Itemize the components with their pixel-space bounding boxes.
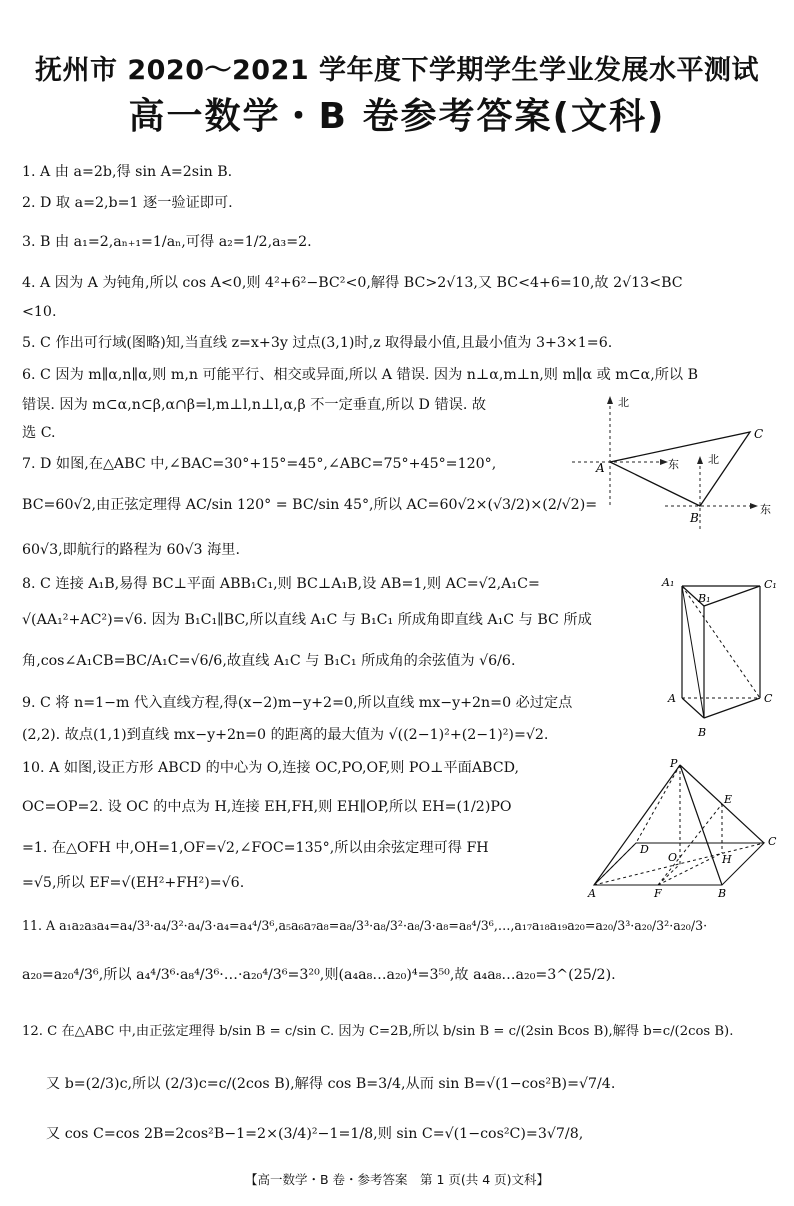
answer-line-10b: OC=OP=2. 设 OC 的中点为 H,连接 EH,FH,则 EH∥OP,所以 EH=(1/2)PO bbox=[22, 799, 512, 815]
answer-line-7: 7. D 如图,在△ABC 中,∠BAC=30°+15°=45°,∠ABC=75°+45°=120°, bbox=[22, 456, 497, 472]
q7-label-north-1: 北 bbox=[618, 396, 629, 409]
q10-pyramid-figure bbox=[586, 755, 786, 905]
answer-line-6b: 错误. 因为 m⊂α,n⊂β,α∩β=l,m⊥l,n⊥l,α,β 不一定垂直,所以 D 错误. 故 bbox=[22, 397, 487, 413]
q8-prism-figure bbox=[660, 572, 780, 747]
answer-line-8: 8. C 连接 A₁B,易得 BC⊥平面 ABB₁C₁,则 BC⊥A₁B,设 AB=1,则 AC=√2,A₁C= bbox=[22, 576, 540, 592]
q8-label-a: A bbox=[668, 692, 676, 705]
q8-label-c1: C₁ bbox=[764, 578, 777, 591]
answer-line-10d: =√5,所以 EF=√(EH²+FH²)=√6. bbox=[22, 875, 245, 891]
answer-line-12b: 又 b=(2/3)c,所以 (2/3)c=c/(2cos B),解得 cos B=3/4,从而 sin B=√(1−cos²B)=√7/4. bbox=[46, 1076, 616, 1092]
answer-line-7c: 60√3,即航行的路程为 60√3 海里. bbox=[22, 542, 240, 558]
q10-label-f: F bbox=[654, 887, 662, 900]
q10-label-b: B bbox=[718, 887, 727, 900]
q10-label-e: E bbox=[724, 793, 733, 806]
q10-label-d: D bbox=[640, 843, 649, 856]
q7-navigation-figure bbox=[570, 390, 780, 530]
answer-line-11: 11. A a₁a₂a₃a₄=a₄/3³·a₄/3²·a₄/3·a₄=a₄⁴/3⁶,a₅a₆a₇a₈=a₈/3³·a₈/3²·a₈/3·a₈=a₈⁴/3⁶,…,a₁₇a₁₈a₁₉a₂₀=a₂₀/3³·a₂₀/3²·a₂₀/3· bbox=[22, 918, 708, 933]
q7-label-c: C bbox=[754, 427, 764, 441]
answer-line-4b: <10. bbox=[22, 304, 57, 320]
answer-line-2: 2. D 取 a=2,b=1 逐一验证即可. bbox=[22, 195, 233, 211]
q7-label-east-2: 东 bbox=[760, 503, 771, 516]
answer-line-6: 6. C 因为 m∥α,n∥α,则 m,n 可能平行、相交或异面,所以 A 错误. 因为 n⊥α,m⊥n,则 m∥α 或 m⊂α,所以 B bbox=[22, 367, 699, 383]
q7-label-b: B bbox=[690, 511, 699, 525]
answer-line-12: 12. C 在△ABC 中,由正弦定理得 b/sin B = c/sin C. 因为 C=2B,所以 b/sin B = c/(2sin Bcos B),解得 b=c/(2cos B). bbox=[22, 1024, 734, 1039]
q7-label-north-2: 北 bbox=[708, 453, 719, 466]
answer-line-10: 10. A 如图,设正方形 ABCD 的中心为 O,连接 OC,PO,OF,则 PO⊥平面ABCD, bbox=[22, 760, 519, 776]
q10-label-a: A bbox=[588, 887, 596, 900]
answer-line-5: 5. C 作出可行域(图略)知,当直线 z=x+3y 过点(3,1)时,z 取得最小值,且最小值为 3+3×1=6. bbox=[22, 335, 613, 351]
q10-label-p: P bbox=[670, 757, 678, 770]
answer-line-11b: a₂₀=a₂₀⁴/3⁶,所以 a₄⁴/3⁶·a₈⁴/3⁶·…·a₂₀⁴/3⁶=3²⁰,则(a₄a₈…a₂₀)⁴=3⁵⁰,故 a₄a₈…a₂₀=3^(25/2). bbox=[22, 967, 616, 983]
answer-line-4: 4. A 因为 A 为钝角,所以 cos A<0,则 4²+6²−BC²<0,解得 BC>2√13,又 BC<4+6=10,故 2√13<BC bbox=[22, 275, 683, 291]
q10-label-o: O bbox=[668, 851, 678, 864]
answer-line-1: 1. A 由 a=2b,得 sin A=2sin B. bbox=[22, 164, 233, 180]
q7-label-a: A bbox=[596, 461, 605, 475]
answer-line-3: 3. B 由 a₁=2,aₙ₊₁=1/aₙ,可得 a₂=1/2,a₃=2. bbox=[22, 234, 312, 250]
answer-line-8c: 角,cos∠A₁CB=BC/A₁C=√6/6,故直线 A₁C 与 B₁C₁ 所成角的余弦值为 √6/6. bbox=[22, 653, 516, 669]
answer-line-9b: (2,2). 故点(1,1)到直线 mx−y+2n=0 的距离的最大值为 √((2−1)²+(2−1)²)=√2. bbox=[22, 727, 549, 743]
q7-label-east-1: 东 bbox=[668, 458, 679, 471]
q8-label-b: B bbox=[698, 726, 707, 739]
answer-line-7b: BC=60√2,由正弦定理得 AC/sin 120° = BC/sin 45°,所以 AC=60√2×(√3/2)×(2/√2)= bbox=[22, 497, 598, 513]
answer-line-6c: 选 C. bbox=[22, 425, 56, 441]
page-title: 抚州市 2020～2021 学年度下学期学生学业发展水平测试 bbox=[34, 55, 760, 86]
q10-label-h: H bbox=[722, 853, 732, 866]
answer-line-8b: √(AA₁²+AC²)=√6. 因为 B₁C₁∥BC,所以直线 A₁C 与 B₁C₁ 所成角即直线 A₁C 与 BC 所成 bbox=[22, 612, 592, 628]
q8-label-c: C bbox=[764, 692, 773, 705]
page-subtitle: 高一数学・B 卷参考答案(文科) bbox=[128, 96, 666, 137]
answer-line-12c: 又 cos C=cos 2B=2cos²B−1=2×(3/4)²−1=1/8,则 sin C=√(1−cos²C)=3√7/8, bbox=[46, 1126, 584, 1142]
q8-label-b1: B₁ bbox=[698, 592, 711, 605]
q8-label-a1: A₁ bbox=[662, 576, 675, 589]
answer-line-10c: =1. 在△OFH 中,OH=1,OF=√2,∠FOC=135°,所以由余弦定理可得 FH bbox=[22, 840, 489, 856]
page-footer: 【高一数学・B 卷・参考答案 第 1 页(共 4 页)文科】 bbox=[244, 1172, 550, 1187]
q10-label-c: C bbox=[768, 835, 777, 848]
answer-line-9: 9. C 将 n=1−m 代入直线方程,得(x−2)m−y+2=0,所以直线 mx−y+2n=0 必过定点 bbox=[22, 695, 573, 711]
